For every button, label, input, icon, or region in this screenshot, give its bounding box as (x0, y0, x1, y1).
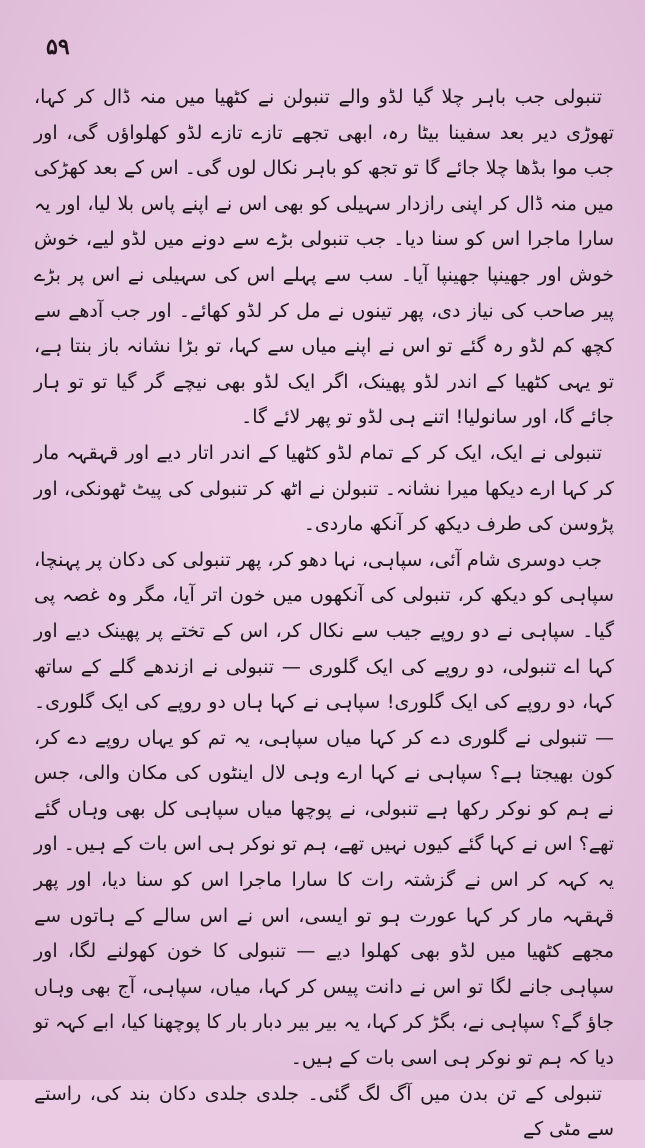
paragraph-2: تنبولی نے ایک، ایک کر کے تمام لڈو کٹھیا کے اندر اتار دیے اور قہقہہ مار کر کہا ارے دیکھا میرا نشانہ۔ تنبولن نے اٹھ کر تنبولی کی پیٹ ٹھونکی، اور پڑوسن کی طرف دیکھ کر آنکھ ماردی۔ (34, 441, 614, 536)
body-text (34, 80, 614, 1148)
paragraph-1: تنبولی جب باہر چلا گیا لڈو والے تنبولن نے کٹھیا میں منہ ڈال کر کہا، تھوڑی دیر بعد سفینا بیٹا رہ، ابھی تجھے تازے تازے لڈو کھلواؤں گی، اور جب موا بڈھا چلا جائے گا تو تجھ کو باہر نکال لوں گی۔ اس کے بعد کھڑکی میں منہ ڈال کر اپنی رازدار سہیلی کو بھی اس نے اپنے پاس بلا لیا، اور یہ سارا ماجرا اس کو سنا دیا۔ جب تنبولی بڑے سے دونے میں لڈو لیے، خوش خوش اور جھینپا جھینپا آیا۔ سب سے پہلے اس کی سہیلی نے اس پر بڑے پیر صاحب کی نیاز دی، پھر تینوں نے مل کر لڈو کھائے۔ اور جب آدھے سے کچھ کم لڈو رہ گئے تو اس نے اپنے میاں سے کہا، تو بڑا نشانہ باز بنتا ہے، تو یہی کٹھیا کے اندر لڈو پھینک، اگر ایک لڈو بھی نیچے گر گیا تو تو ہار جائے گا، اور سانولیا! اتنے ہی لڈو تو پھر لائے گا۔ (34, 86, 614, 429)
paragraph-3: جب دوسری شام آئی، سپاہی، نہا دھو کر، پھر تنبولی کی دکان پر پہنچا، سپاہی کو دیکھ کر، تنبولی کی آنکھوں میں خون اتر آیا، مگر وہ غصہ پی گیا۔ سپاہی نے دو روپے جیب سے نکال کر، اس کے تختے پر پھینک دیے اور کہا اے تنبولی، دو روپے کی ایک گلوری — تنبولی نے ازندھے گلے کے ساتھ کہا، دو روپے کی ایک گلوری! سپاہی نے کہا ہاں دو روپے کی ایک گلوری۔ — تنبولی نے گلوری دے کر کہا میاں سپاہی، یہ تم کو یہاں روپے دے کر، کون بھیجتا ہے؟ سپاہی نے کہا ارے وہی لال اینٹوں کی مکان والی، جس نے ہم کو نوکر رکھا ہے تنبولی، نے پوچھا میاں سپاہی کل بھی وہاں گئے تھے؟ اس نے کہا گئے کیوں نہیں تھے، ہم تو نوکر ہی اس بات کے ہیں۔ اور یہ کہہ کر اس نے گزشتہ رات کا سارا ماجرا اس کو سنا دیا، اور پھر قہقہہ مار کر کہا عورت ہو تو ایسی، اس نے اس سالے کے ہاتوں سے مجھے کٹھیا میں لڈو بھی کھلوا دیے — تنبولی کا خون کھولنے لگا، اور سپاہی جانے لگا تو اس نے دانت پیس کر کہا، میاں، سپاہی، آج بھی وہاں جاؤ گے؟ سپاہی نے، بگڑ کر کہا، یہ بیر بیر دبار بار کا پوچھنا کیا، ابے کہہ تو دیا کہ ہم تو نوکر ہی اسی بات کے ہیں۔ (34, 548, 614, 1070)
page-number: ۵۹ (46, 34, 70, 60)
paragraph-4: تنبولی کے تن بدن میں آگ لگ گئی۔ جلدی جلدی دکان بند کی، راستے سے مٹی کے (34, 1082, 614, 1141)
